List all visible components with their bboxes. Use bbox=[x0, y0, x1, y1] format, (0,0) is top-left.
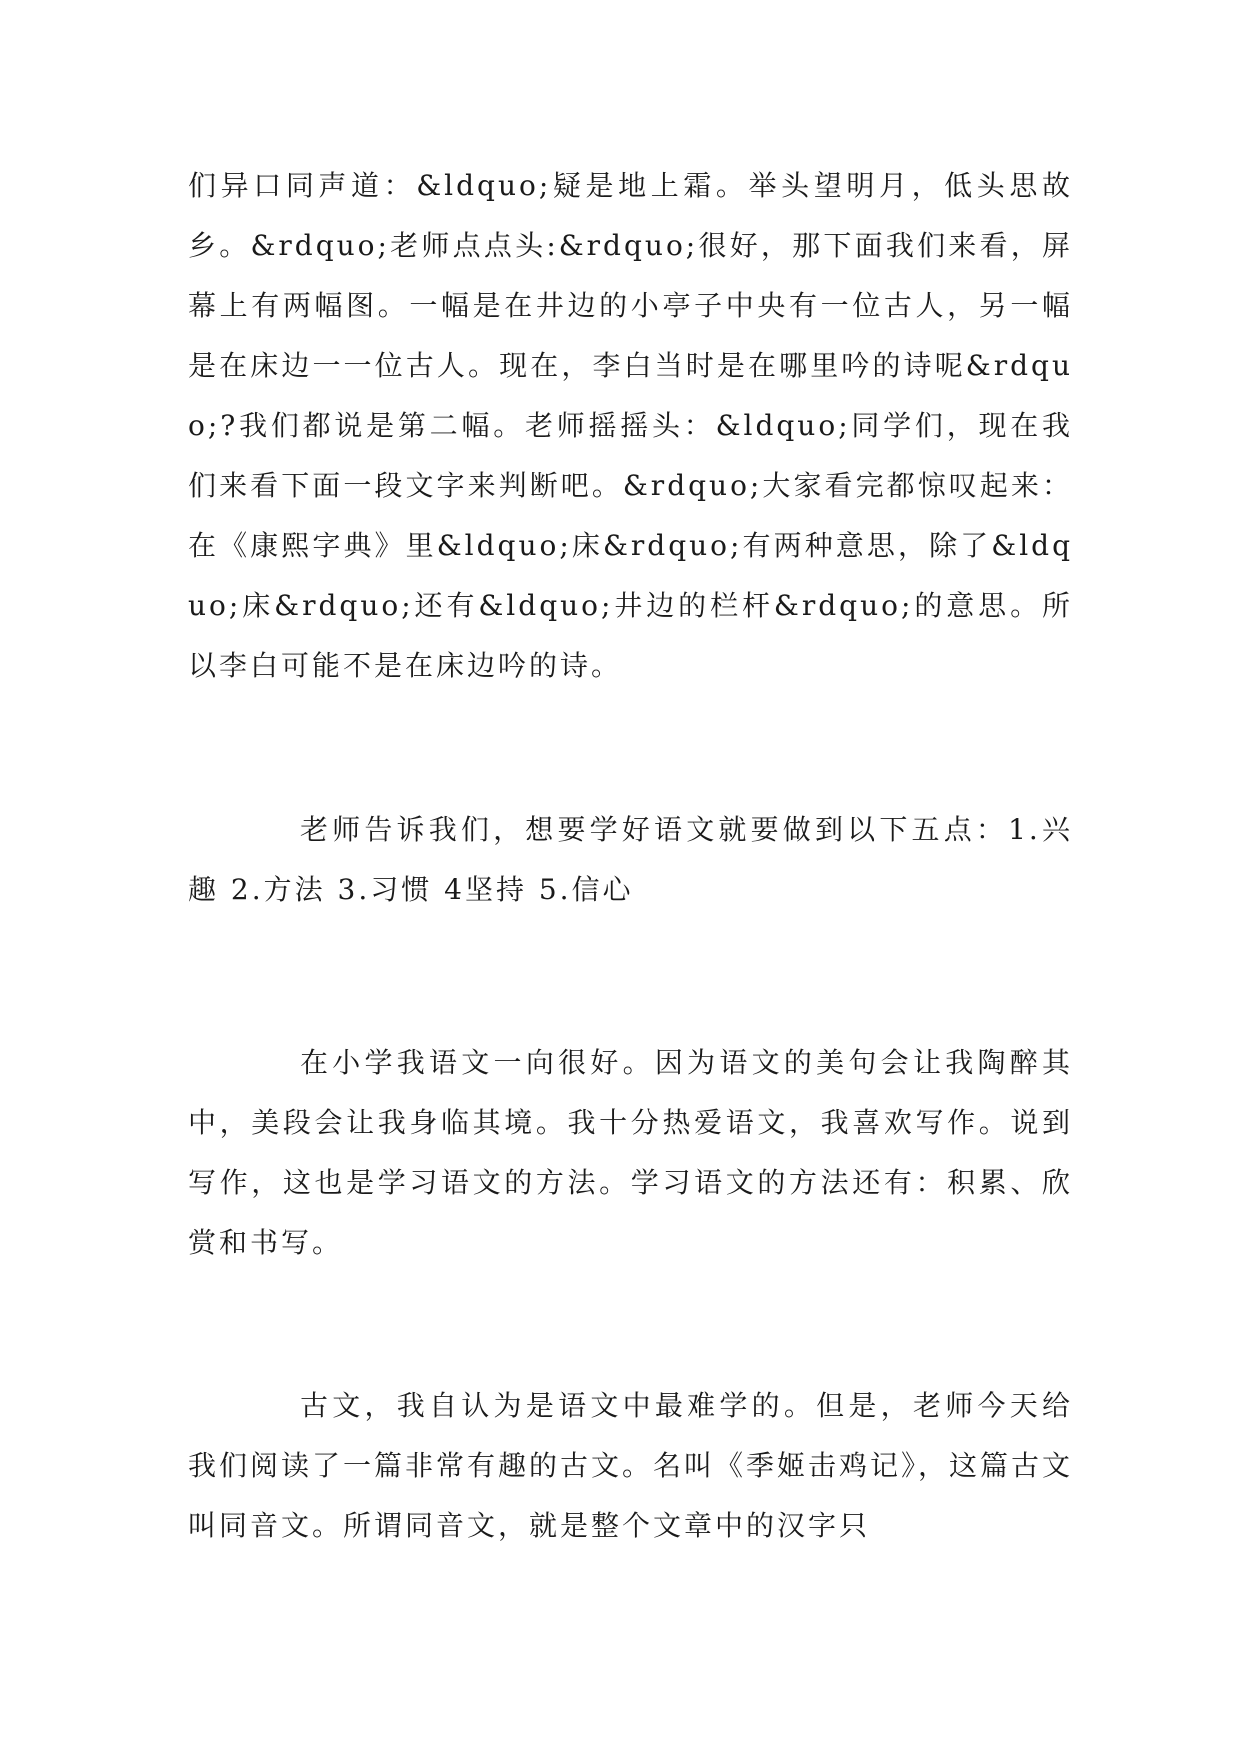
paragraph-writing-methods: 在小学我语文一向很好。因为语文的美句会让我陶醉其中，美段会让我身临其境。我十分热爱语文，我喜欢写作。说到写作，这也是学习语文的方法。学习语文的方法还有：积累、欣赏和书写。 bbox=[188, 1046, 1073, 1259]
paragraph-five-points: 老师告诉我们，想要学好语文就要做到以下五点：1.兴趣 2.方法 3.习惯 4坚持 5.信心 bbox=[188, 813, 1073, 906]
paragraph-continuation: 们异口同声道：&ldquo;疑是地上霜。举头望明月，低头思故乡。&rdquo;老师点点头:&rdquo;很好，那下面我们来看，屏幕上有两幅图。一幅是在井边的小亭子中央有一位古人，另一幅是在床边一一位古人。现在，李白当时是在哪里吟的诗呢&rdquo;?我们都说是第二幅。老师摇摇头：&ldquo;同学们，现在我们来看下面一段文字来判断吧。&rdquo;大家看完都惊叹起来：在《康熙字典》里&ldquo;床&rdquo;有两种意思，除了&ldquo;床&rdquo;还有&ldquo;井边的栏杆&rdquo;的意思。所以李白可能不是在床边吟的诗。 bbox=[188, 169, 1073, 682]
paragraph-classical-chinese: 古文，我自认为是语文中最难学的。但是，老师今天给我们阅读了一篇非常有趣的古文。名叫《季姬击鸡记》，这篇古文叫同音文。所谓同音文，就是整个文章中的汉字只 bbox=[188, 1389, 1074, 1542]
